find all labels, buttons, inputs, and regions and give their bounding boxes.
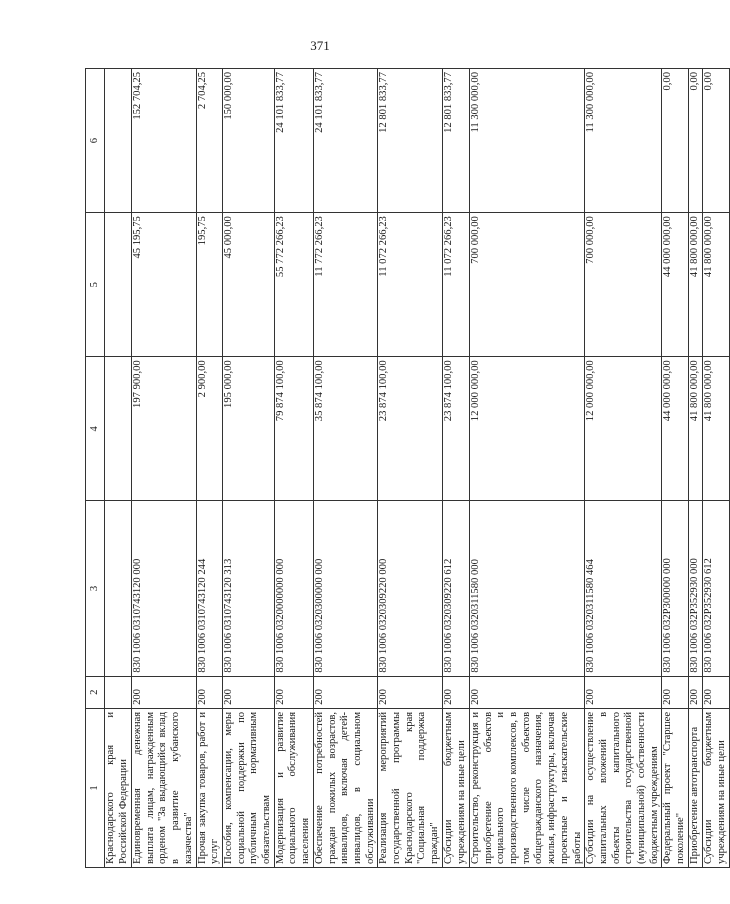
table-row: [662, 69, 688, 868]
row-col5: [105, 213, 132, 357]
row-col6: 0,00: [662, 69, 688, 213]
row-name: Пособия, компенсации, меры социальной поддержки по публичным нормативным обязательствам: [222, 708, 274, 867]
row-col4: 44 000 000,00: [662, 357, 688, 501]
row-col6: 0,00: [688, 69, 702, 213]
row-col6: 150 000,00: [222, 69, 274, 213]
row-code: 830 1006 0320311580 464: [585, 501, 662, 676]
table-row: [274, 69, 313, 868]
row-name: Субсидии бюджетным учреждениям на иные цели: [702, 708, 729, 867]
row-grbs: 200: [196, 676, 222, 708]
row-col5: 44 000 000,00: [662, 213, 688, 357]
row-col6: 2 704,25: [196, 69, 222, 213]
table-row: [313, 69, 378, 868]
row-name: Реализация мероприятий государственной программы Краснодарского края "Социальная поддержка граждан": [378, 708, 443, 867]
table-row: [105, 69, 132, 868]
header-col-1: 1: [86, 708, 105, 867]
row-col6: 24 101 833,77: [313, 69, 378, 213]
row-name: Федеральный проект "Старшее поколение": [662, 708, 688, 867]
header-col-5: 5: [86, 213, 105, 357]
row-grbs: 200: [585, 676, 662, 708]
table-row: [702, 69, 729, 868]
row-name: Модернизация и развитие социального обслуживания населения: [274, 708, 313, 867]
row-col6: 12 801 833,77: [378, 69, 443, 213]
row-code: 830 1006 0320309220 000: [378, 501, 443, 676]
row-grbs: 200: [702, 676, 729, 708]
row-col5: 11 072 266,23: [442, 213, 469, 357]
table-row: [196, 69, 222, 868]
row-col5: 11 072 266,23: [378, 213, 443, 357]
row-grbs: 200: [313, 676, 378, 708]
row-col5: 700 000,00: [585, 213, 662, 357]
row-col4: 2 900,00: [196, 357, 222, 501]
row-grbs: 200: [469, 676, 584, 708]
table-row: [132, 69, 197, 868]
row-grbs: 200: [378, 676, 443, 708]
row-col4: 12 000 000,00: [585, 357, 662, 501]
row-name: Краснодарского края и Российской Федерации: [105, 708, 132, 867]
row-col6: 12 801 833,77: [442, 69, 469, 213]
row-col6: [105, 69, 132, 213]
row-code: 830 1006 0320311580 000: [469, 501, 584, 676]
row-col6: 11 300 000,00: [585, 69, 662, 213]
row-col6: 24 101 833,77: [274, 69, 313, 213]
row-col4: 41 800 000,00: [702, 357, 729, 501]
row-col4: 41 800 000,00: [688, 357, 702, 501]
row-code: 830 1006 0320309220 612: [442, 501, 469, 676]
budget-table: [85, 68, 730, 868]
row-code: 830 1006 0320300000 000: [313, 501, 378, 676]
row-name: Субсидии на осуществление капитальных вложений в объекты капитального строительства государственной (муниципальной) собственности бюджетным учреждениям: [585, 708, 662, 867]
row-name: Строительство, реконструкция и приобретение объектов социального и производственного комплексов, в том числе объектов общегражданского назначения, жилья, инфраструктуры, включая проектные и изыскательские работы: [469, 708, 584, 867]
row-col6: 11 300 000,00: [469, 69, 584, 213]
row-name: Приобретение автотранспорта: [688, 708, 702, 867]
row-code: 830 1006 0310743120 000: [132, 501, 197, 676]
row-code: [105, 501, 132, 676]
row-col5: 45 195,75: [132, 213, 197, 357]
row-col5: 45 000,00: [222, 213, 274, 357]
row-code: 830 1006 0320000000 000: [274, 501, 313, 676]
row-code: 830 1006 032P300000 000: [662, 501, 688, 676]
row-code: 830 1006 0310743120 244: [196, 501, 222, 676]
row-col4: 23 874 100,00: [442, 357, 469, 501]
row-col6: 152 704,25: [132, 69, 197, 213]
row-col4: 12 000 000,00: [469, 357, 584, 501]
row-col4: 197 900,00: [132, 357, 197, 501]
header-col-3: 3: [86, 501, 105, 676]
header-col-2: 2: [86, 676, 105, 708]
row-grbs: 200: [132, 676, 197, 708]
row-code: 830 1006 0310743120 313: [222, 501, 274, 676]
row-grbs: 200: [442, 676, 469, 708]
row-name: Единовременная денежная выплата лицам, награжденным орденом "За выдающийся вклад в развитие кубанского казачества": [132, 708, 197, 867]
row-col5: 11 772 266,23: [313, 213, 378, 357]
table-row: [688, 69, 702, 868]
row-code: 830 1006 032P352930 612: [702, 501, 729, 676]
row-grbs: 200: [274, 676, 313, 708]
row-grbs: [105, 676, 132, 708]
row-grbs: 200: [688, 676, 702, 708]
row-code: 830 1006 032P352930 000: [688, 501, 702, 676]
row-col4: [105, 357, 132, 501]
row-col5: 41 800 000,00: [702, 213, 729, 357]
row-col4: 79 874 100,00: [274, 357, 313, 501]
row-col6: 0,00: [702, 69, 729, 213]
row-name: Субсидии бюджетным учреждениям на иные цели: [442, 708, 469, 867]
rotated-page-content: [85, 68, 727, 868]
row-grbs: 200: [222, 676, 274, 708]
row-col5: 41 800 000,00: [688, 213, 702, 357]
row-col4: 23 874 100,00: [378, 357, 443, 501]
row-name: Обеспечение потребностей граждан пожилых возрастов, инвалидов, включая детей-инвалидов, в социальном обслуживании: [313, 708, 378, 867]
table-row: [585, 69, 662, 868]
row-col5: 55 772 266,23: [274, 213, 313, 357]
row-grbs: 200: [662, 676, 688, 708]
row-col5: 195,75: [196, 213, 222, 357]
row-col4: 35 874 100,00: [313, 357, 378, 501]
header-row: [86, 69, 105, 868]
row-col5: 700 000,00: [469, 213, 584, 357]
header-col-4: 4: [86, 357, 105, 501]
table-row: [222, 69, 274, 868]
row-col4: 195 000,00: [222, 357, 274, 501]
table-row: [442, 69, 469, 868]
table-row: [469, 69, 584, 868]
header-col-6: 6: [86, 69, 105, 213]
page-number: 371: [310, 38, 330, 53]
table-row: [378, 69, 443, 868]
row-name: Прочая закупка товаров, работ и услуг: [196, 708, 222, 867]
